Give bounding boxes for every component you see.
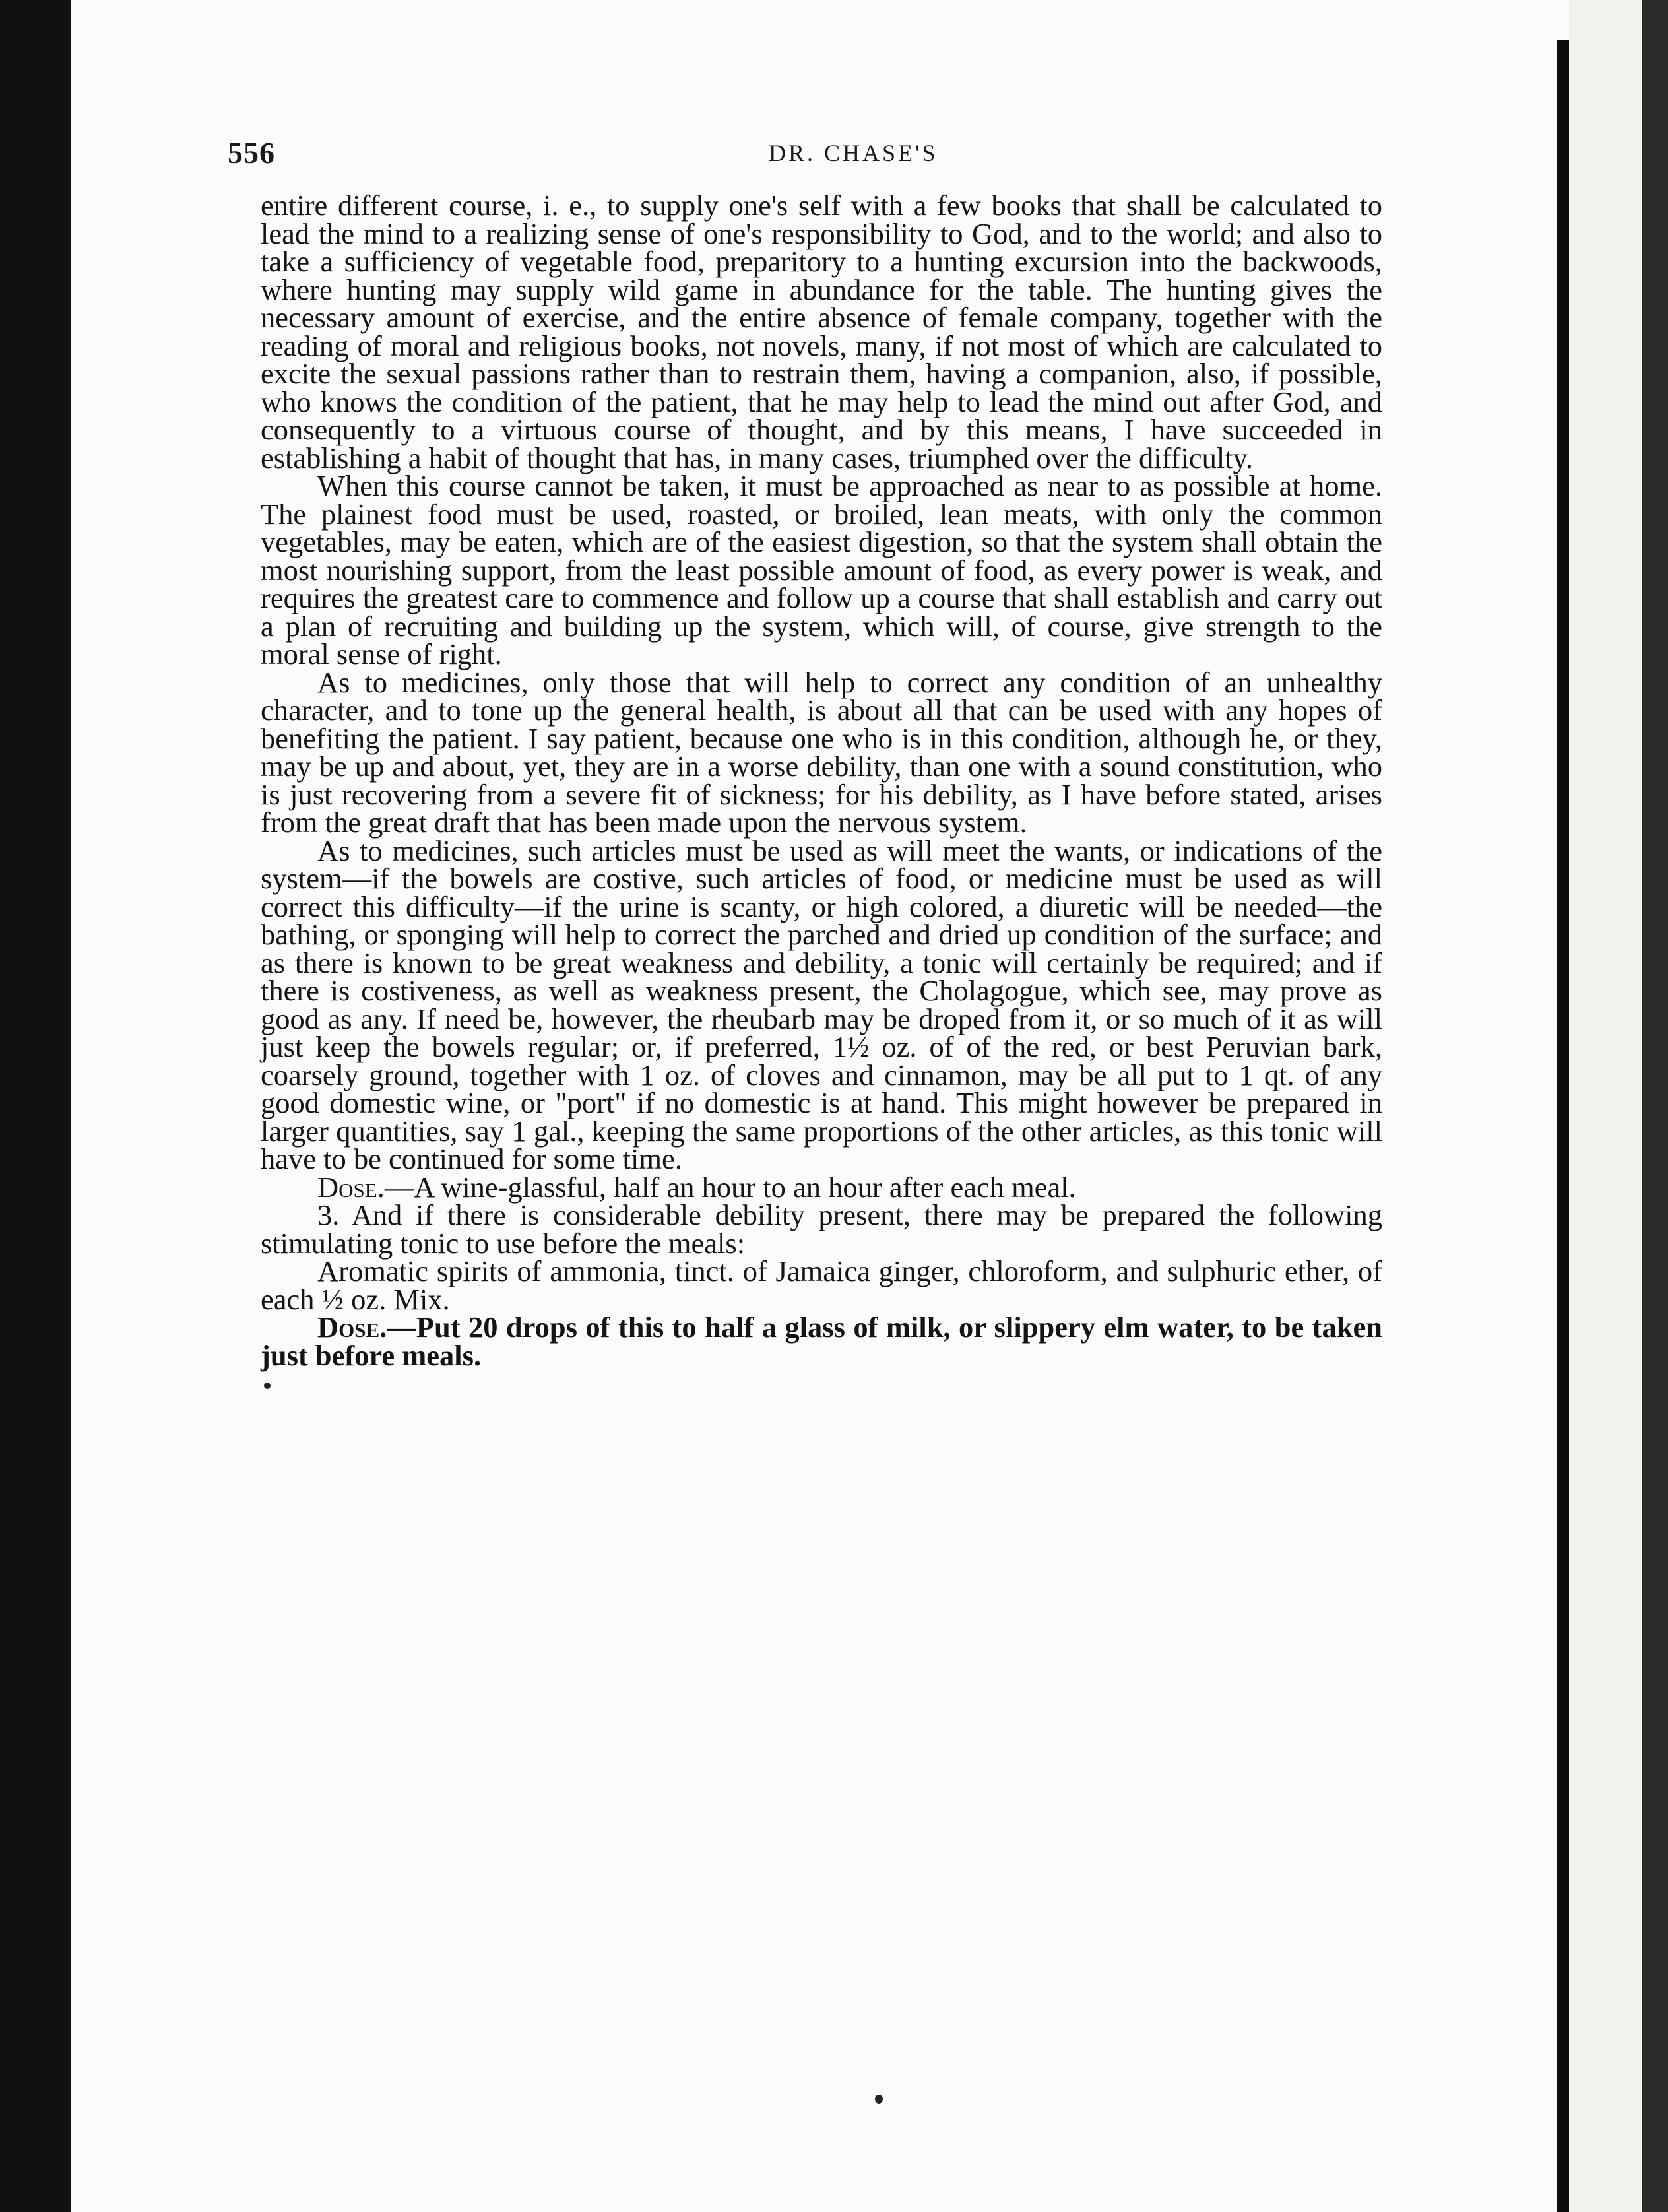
dose-label: Dose. bbox=[317, 1311, 387, 1344]
dose-paragraph-2 bbox=[261, 1311, 1382, 1372]
ink-speck bbox=[264, 1382, 271, 1389]
body-text bbox=[261, 189, 1382, 1372]
paragraph-3: As to medicines, only those that will help to correct any condition of an unhealthy character, and to tone up the general health, is about all that can be used with any hopes of benefiting the patient. I say patient, because one who is in this condition, although he, or they, may be up and about, yet, they are in a worse debility, than one with a sound constitution, who is just recovering from a severe fit of sickness; for his debility, as I have before stated, arises from the great draft that has been made upon the nervous system. bbox=[261, 665, 1382, 839]
recipe-paragraph: Aromatic spirits of ammonia, tinct. of Jamaica ginger, chloroform, and sulphuric ether, of each ½ oz. Mix. bbox=[261, 1254, 1382, 1316]
running-head bbox=[228, 135, 1461, 175]
dose-label: Dose. bbox=[317, 1170, 385, 1204]
dose-paragraph-1 bbox=[261, 1170, 1382, 1204]
paragraph-5: 3. And if there is considerable debility present, there may be prepared the following stimulating tonic to use before the meals: bbox=[261, 1198, 1382, 1260]
running-title: DR. CHASE'S bbox=[769, 140, 938, 166]
book-gutter bbox=[1557, 40, 1569, 2212]
scan-border-right bbox=[1642, 0, 1668, 2212]
paragraph-1: entire different course, i. e., to supply one's self with a few books that shall be calculated to lead the mind to a realizing sense of one's responsibility to God, and to the world; and also to take a sufficiency of vegetable food, preparitory to a hunting excursion into the backwoods, where hunting may supply wild game in abundance for the table. The hunting gives the necessary amount of exercise, and the entire absence of female company, together with the reading of moral and religious books, not novels, many, if not most of which are calculated to excite the sexual passions rather than to restrain them, having a companion, also, if possible, who knows the condition of the patient, that he may help to lead the mind out after God, and consequently to a virtuous course of thought, and by this means, I have succeeded in establishing a habit of thought that has, in many cases, triumphed over the difficulty. bbox=[261, 189, 1382, 474]
paragraph-2: When this course cannot be taken, it must be approached as near to as possible at home. The plainest food must be used, roasted, or broiled, lean meats, with only the common vegetables, may be eaten, which are of the easiest digestion, so that the system shall obtain the most nourishing support, from the least possible amount of food, as every power is weak, and requires the greatest care to commence and follow up a course that shall establish and carry out a plan of recruiting and building up the system, which will, of course, give strength to the moral sense of right. bbox=[261, 469, 1382, 670]
ink-speck bbox=[875, 2095, 883, 2104]
dose-text: —Put 20 drops of this to half a glass of milk, or slippery elm water, to be taken just before meals. bbox=[261, 1311, 1382, 1372]
page-number: 556 bbox=[228, 136, 275, 170]
dose-text: —A wine-glassful, half an hour to an hour after each meal. bbox=[384, 1170, 1076, 1204]
scan-border-left bbox=[0, 0, 71, 2212]
paragraph-4: As to medicines, such articles must be used as will meet the wants, or indications of the system—if the bowels are costive, such articles of food, or medicine must be used as will correct this difficulty—if the urine is scanty, or high colored, a diuretic will be needed—the bathing, or sponging will help to correct the parched and dried up condition of the surface; and as there is known to be great weakness and debility, a tonic will certainly be required; and if there is costiveness, as well as weakness present, the Cholagogue, which see, may prove as good as any. If need be, however, the rheubarb may be droped from it, or so much of it as will just keep the bowels regular; or, if preferred, 1½ oz. of of the red, or best Peruvian bark, coarsely ground, together with 1 oz. of cloves and cinnamon, may be all put to 1 qt. of any good domestic wine, or "port" if no domestic is at hand. This might however be prepared in larger quantities, say 1 gal., keeping the same proportions of the other articles, as this tonic will have to be continued for some time. bbox=[261, 833, 1382, 1175]
